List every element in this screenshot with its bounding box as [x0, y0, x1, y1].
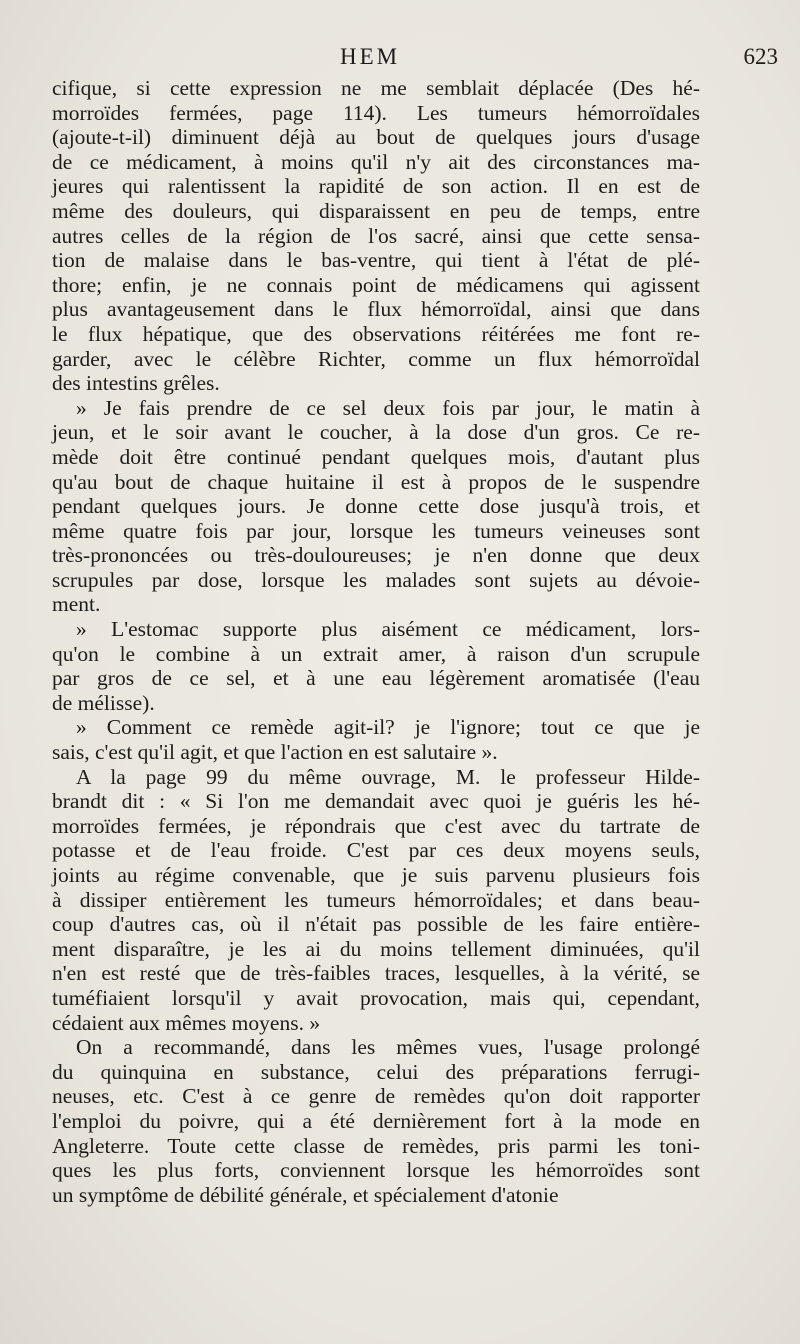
text-line: joints au régime convenable, que je suis parvenu plusieurs fois: [52, 863, 700, 887]
text-line: sais, c'est qu'il agit, et que l'action en est salutaire ».: [52, 740, 498, 765]
text-line: cifique, si cette expression ne me semblait déplacée (Des hé-: [52, 76, 700, 100]
text-line: des intestins grêles.: [52, 371, 220, 396]
text-line: plus avantageusement dans le flux hémorroïdal, ainsi que dans: [52, 297, 700, 322]
text-line: » Je fais prendre de ce sel deux fois par jour, le matin à: [76, 395, 700, 420]
text-line: ques les plus forts, conviennent lorsque les hémorroïdes sont: [52, 1158, 700, 1183]
text-line: On a recommandé, dans les mêmes vues, l'usage prolongé: [76, 1035, 700, 1060]
text-line: jeun, et le soir avant le coucher, à la dose d'un gros. Ce re-: [52, 420, 700, 445]
text-line: A la page 99 du même ouvrage, M. le professeur Hilde-: [76, 764, 700, 789]
body-text: [52, 76, 700, 1207]
text-line: neuses, etc. C'est à ce genre de remèdes qu'on doit rapporter: [52, 1084, 700, 1109]
text-line: (ajoute-t-il) diminuent déjà au bout de quelques jours d'usage: [52, 125, 700, 150]
text-line: tuméfiaient lorsqu'il y avait provocation, mais qui, cependant,: [52, 985, 700, 1010]
paragraph: [52, 1035, 700, 1207]
text-line: de mélisse).: [52, 690, 155, 715]
text-line: morroïdes fermées, page 114). Les tumeurs hémorroïdales: [52, 100, 700, 125]
text-line: garder, avec le célèbre Richter, comme un flux hémorroïdal: [52, 346, 700, 371]
text-line: un symptôme de débilité générale, et spécialement d'atonie: [52, 1182, 559, 1207]
text-line: thore; enfin, je ne connais point de médicamens qui agissent: [52, 272, 700, 297]
text-line: » L'estomac supporte plus aisément ce médicament, lors-: [76, 617, 700, 642]
text-line: ment.: [52, 592, 101, 617]
text-line: Angleterre. Toute cette classe de remèdes, pris parmi les toni-: [52, 1133, 700, 1158]
text-line: scrupules par dose, lorsque les malades sont sujets au dévoie-: [52, 567, 700, 592]
text-line: à dissiper entièrement les tumeurs hémorroïdales; et dans beau-: [52, 887, 700, 912]
text-line: mède doit être continué pendant quelques mois, d'autant plus: [52, 444, 700, 469]
text-line: qu'au bout de chaque huitaine il est à propos de le suspendre: [52, 469, 700, 494]
text-line: pendant quelques jours. Je donne cette dose jusqu'à trois, et: [52, 494, 700, 519]
text-line: n'en est resté que de très-faibles traces, lesquelles, à la vérité, se: [52, 961, 700, 986]
paragraph: [52, 617, 700, 715]
paragraph: [52, 765, 700, 1036]
text-line: potasse et de l'eau froide. C'est par ces deux moyens seuls,: [52, 838, 700, 863]
text-line: qu'on le combine à un extrait amer, à raison d'un scrupule: [52, 641, 700, 666]
text-line: cédaient aux mêmes moyens. »: [52, 1010, 321, 1035]
page-header: [0, 44, 800, 80]
text-line: de ce médicament, à moins qu'il n'y ait des circonstances ma-: [52, 149, 700, 174]
running-head: HEM: [340, 44, 401, 69]
text-line: par gros de ce sel, et à une eau légèrement aromatisée (l'eau: [52, 666, 700, 691]
text-line: ment disparaître, je les ai du moins tellement diminuées, qu'il: [52, 936, 700, 961]
text-line: autres celles de la région de l'os sacré, ainsi que cette sensa-: [52, 223, 700, 248]
text-line: l'emploi du poivre, qui a été dernièrement fort à la mode en: [52, 1108, 700, 1133]
text-line: coup d'autres cas, où il n'était pas possible de les faire entière-: [52, 912, 700, 937]
page-number: 623: [743, 44, 778, 69]
text-line: le flux hépatique, que des observations réitérées me font re-: [52, 321, 700, 346]
text-line: brandt dit : « Si l'on me demandait avec quoi je guéris les hé-: [52, 789, 700, 814]
text-line: très-prononcées ou très-douloureuses; je n'en donne que deux: [52, 543, 700, 568]
text-line: même quatre fois par jour, lorsque les tumeurs veineuses sont: [52, 518, 700, 543]
paragraph: [52, 715, 700, 764]
text-line: même des douleurs, qui disparaissent en peu de temps, entre: [52, 198, 700, 223]
text-line: tion de malaise dans le bas-ventre, qui tient à l'état de plé-: [52, 248, 700, 273]
text-line: du quinquina en substance, celui des préparations ferrugi-: [52, 1059, 700, 1084]
paragraph: [52, 76, 700, 396]
text-line: » Comment ce remède agit-il? je l'ignore; tout ce que je: [76, 715, 700, 740]
text-line: morroïdes fermées, je répondrais que c'est avec du tartrate de: [52, 813, 700, 838]
text-line: jeures qui ralentissent la rapidité de son action. Il en est de: [52, 174, 700, 199]
paragraph: [52, 396, 700, 617]
